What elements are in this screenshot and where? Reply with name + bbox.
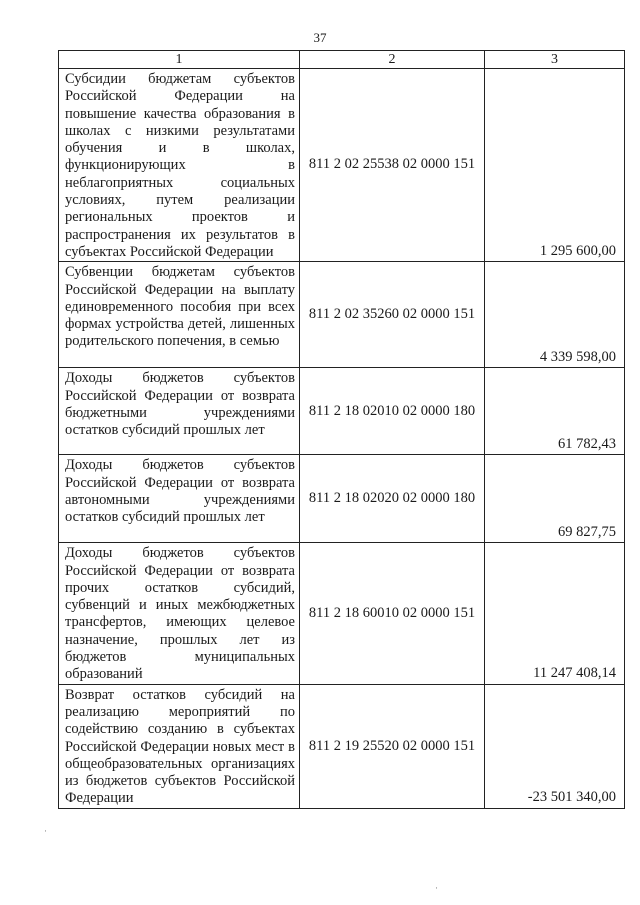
column-header-1: 1 [59, 51, 300, 69]
row-amount: -23 501 340,00 [485, 684, 625, 808]
row-description: Доходы бюджетов субъектов Российской Федерации от возврата прочих остатков субсидий, субвенций и иных межбюджетных трансфертов, имеющих целевое назначение, прошлых лет из бюджетов муниципальных образований [59, 543, 300, 684]
table-row [59, 684, 625, 808]
row-amount: 4 339 598,00 [485, 262, 625, 368]
row-amount: 61 782,43 [485, 368, 625, 455]
row-code: 811 2 18 02020 02 0000 180 [300, 455, 485, 543]
table-row [59, 262, 625, 368]
column-header-3: 3 [485, 51, 625, 69]
row-code: 811 2 18 60010 02 0000 151 [300, 543, 485, 684]
column-header-2: 2 [300, 51, 485, 69]
page-number: 37 [313, 30, 327, 45]
row-code: 811 2 02 25538 02 0000 151 [300, 69, 485, 262]
table-row [59, 543, 625, 684]
table-row [59, 368, 625, 455]
scan-mark: · [435, 883, 438, 893]
table-row [59, 69, 625, 262]
scan-mark: · [44, 826, 47, 836]
row-code: 811 2 18 02010 02 0000 180 [300, 368, 485, 455]
table-header-row [59, 51, 625, 69]
row-description: Субвенции бюджетам субъектов Российской Федерации на выплату единовременного пособия при всех формах устройства детей, лишенных родительского попечения, в семью [59, 262, 300, 368]
row-description: Возврат остатков субсидий на реализацию мероприятий по содействию созданию в субъектах Российской Федерации новых мест в общеобразовательных организациях из бюджетов субъектов Российской Федерации [59, 684, 300, 808]
row-description: Доходы бюджетов субъектов Российской Федерации от возврата бюджетными учреждениями остатков субсидий прошлых лет [59, 368, 300, 455]
row-code: 811 2 02 35260 02 0000 151 [300, 262, 485, 368]
row-description: Субсидии бюджетам субъектов Российской Федерации на повышение качества образования в школах с низкими результатами обучения и в школах, функционирующих в неблагоприятных социальных условиях, путем реализации региональных проектов и распространения их результатов в субъектах Российской Федерации [59, 69, 300, 262]
row-code: 811 2 19 25520 02 0000 151 [300, 684, 485, 808]
row-amount: 1 295 600,00 [485, 69, 625, 262]
table-row [59, 455, 625, 543]
row-amount: 11 247 408,14 [485, 543, 625, 684]
row-description: Доходы бюджетов субъектов Российской Федерации от возврата автономными учреждениями остатков субсидий прошлых лет [59, 455, 300, 543]
budget-revenue-table [58, 50, 625, 809]
row-amount: 69 827,75 [485, 455, 625, 543]
